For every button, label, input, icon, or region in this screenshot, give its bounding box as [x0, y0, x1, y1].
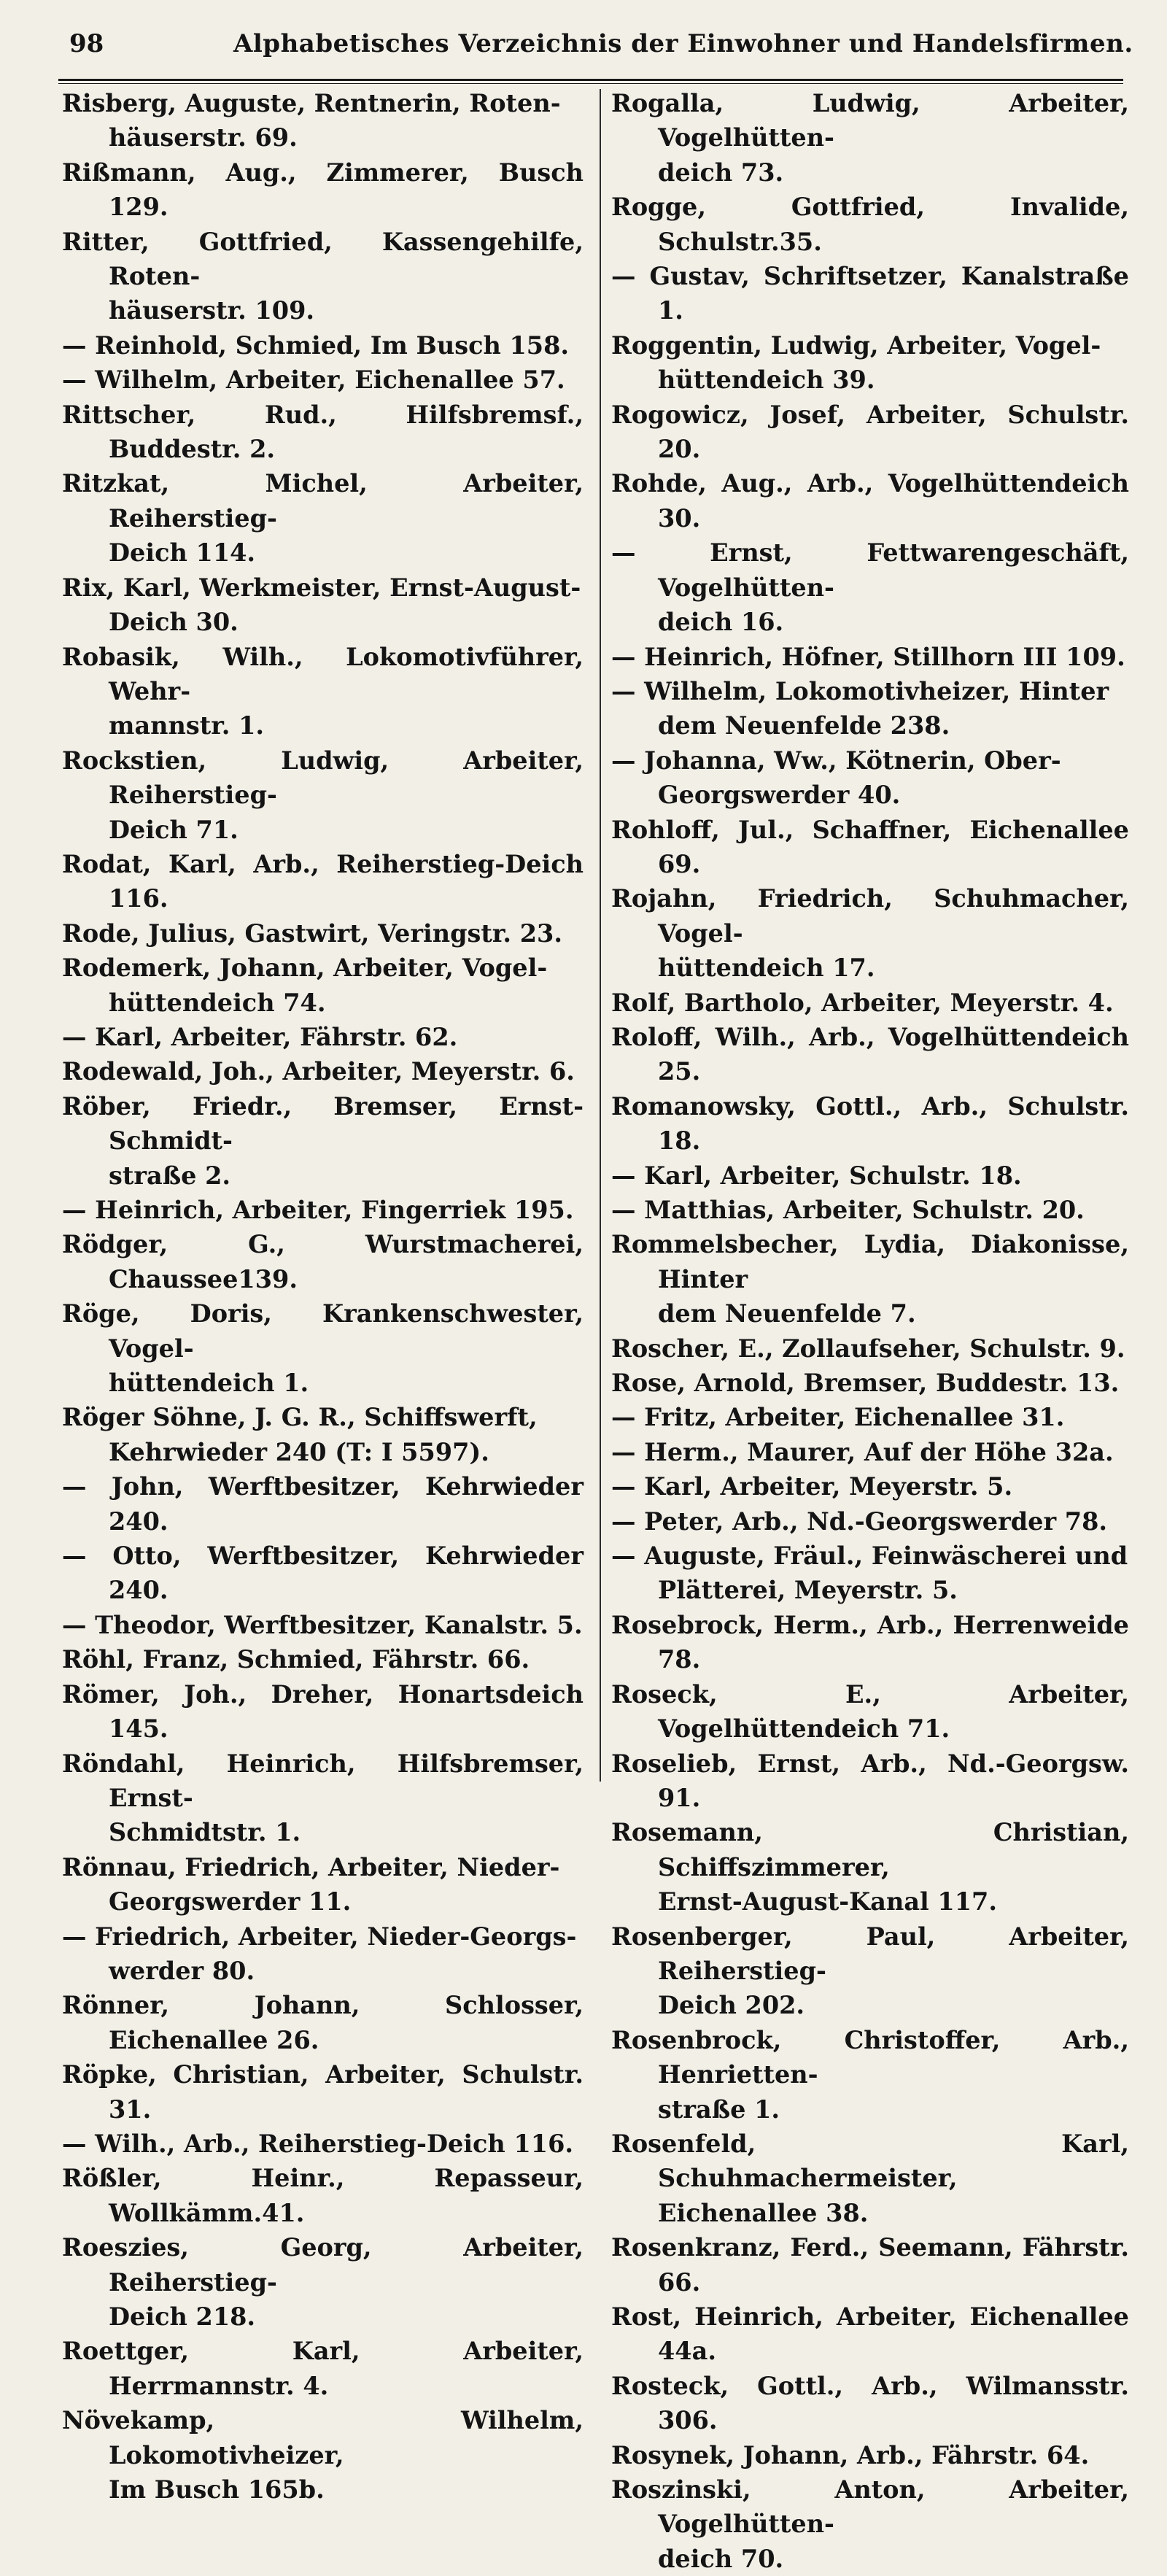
directory-entry: Röger Söhne, J. G. R., Schiffswerft, Kehrwieder 240 (T: I 5597).	[62, 1403, 538, 1466]
directory-entry: Roggentin, Ludwig, Arbeiter, Vogel- hüttendeich 39.	[611, 330, 1101, 395]
directory-entry: Romanowsky, Gottl., Arb., Schulstr. 18.	[611, 1091, 1129, 1156]
directory-entry: — Auguste, Fräul., Feinwäscherei und Plätterei, Meyerstr. 5.	[611, 1542, 1128, 1605]
directory-entry: Roseck, E., Arbeiter, Vogelhüttendeich 71.	[611, 1679, 1129, 1744]
directory-entry: — Karl, Arbeiter, Schulstr. 18.	[611, 1161, 1022, 1190]
directory-entry: Rosynek, Johann, Arb., Fährstr. 64.	[611, 2440, 1090, 2469]
directory-entry: — Reinhold, Schmied, Im Busch 158.	[62, 330, 570, 360]
directory-entry: Ritter, Gottfried, Kassengehilfe, Roten- häuserstr. 109.	[62, 227, 584, 325]
directory-entry: Röge, Doris, Krankenschwester, Vogel- hüttendeich 1.	[62, 1299, 584, 1398]
directory-entry: Roettger, Karl, Arbeiter, Herrmannstr. 4.	[62, 2337, 584, 2400]
directory-entry: Rohloff, Jul., Schaffner, Eichenallee 69.	[611, 815, 1129, 878]
directory-entry: — Ernst, Fettwarengeschäft, Vogelhütten- deich 16.	[611, 538, 1129, 637]
directory-entry: Rößler, Heinr., Repasseur, Wollkämm.41.	[62, 2164, 584, 2227]
directory-entry: — Wilh., Arb., Reiherstieg-Deich 116.	[62, 2129, 574, 2158]
directory-entry: Rode, Julius, Gastwirt, Veringstr. 23.	[62, 918, 563, 948]
directory-entry: — Heinrich, Arbeiter, Fingerriek 195.	[62, 1196, 574, 1224]
directory-entry: Ritzkat, Michel, Arbeiter, Reiherstieg- Deich 114.	[62, 469, 584, 568]
directory-entry: Növekamp, Wilhelm, Lokomotivheizer, Im Busch 165b.	[62, 2406, 584, 2505]
directory-entry: Roscher, E., Zollaufseher, Schulstr. 9.	[611, 1334, 1125, 1363]
directory-entry: — Heinrich, Höfner, Stillhorn III 109.	[611, 642, 1125, 671]
directory-entry: — Johanna, Ww., Kötnerin, Ober- Georgswerder 40.	[611, 746, 1061, 810]
directory-entry: Röhl, Franz, Schmied, Fährstr. 66.	[62, 1645, 530, 1674]
directory-entry: — Wilhelm, Lokomotivheizer, Hinter dem Neuenfelde 238.	[611, 676, 1109, 740]
directory-entry: — Theodor, Werftbesitzer, Kanalstr. 5.	[62, 1610, 583, 1639]
right-column	[611, 86, 1129, 2576]
directory-entry: Roeszies, Georg, Arbeiter, Reiherstieg- Deich 218.	[62, 2233, 584, 2331]
directory-entry: — Herm., Maurer, Auf der Höhe 32a.	[611, 1437, 1114, 1466]
directory-entry: Roszinski, Anton, Arbeiter, Vogelhütten- deich 70.	[611, 2475, 1129, 2573]
directory-entry: Rose, Arnold, Bremser, Buddestr. 13.	[611, 1369, 1120, 1398]
directory-entry: Rodemerk, Johann, Arbeiter, Vogel- hüttendeich 74.	[62, 954, 548, 1017]
directory-entry: — Peter, Arb., Nd.-Georgswerder 78.	[611, 1506, 1108, 1536]
directory-entry: Röndahl, Heinrich, Hilfsbremser, Ernst- Schmidtstr. 1.	[62, 1749, 584, 1847]
page-header	[69, 29, 1133, 66]
directory-entry: Robasik, Wilh., Lokomotivführer, Wehr- mannstr. 1.	[62, 642, 584, 740]
directory-entry: Römer, Joh., Dreher, Honartsdeich 145.	[62, 1679, 584, 1744]
directory-entry: Rogowicz, Josef, Arbeiter, Schulstr. 20.	[611, 400, 1129, 464]
directory-entry: Rödger, G., Wurstmacherei, Chaussee139.	[62, 1230, 584, 1293]
directory-entry: Rönnau, Friedrich, Arbeiter, Nieder- Georgswerder 11.	[62, 1852, 560, 1916]
directory-entry: — Karl, Arbeiter, Meyerstr. 5.	[611, 1472, 1013, 1501]
directory-entry: Röber, Friedr., Bremser, Ernst-Schmidt- straße 2.	[62, 1091, 584, 1190]
page-number: 98	[69, 29, 104, 58]
directory-entry: Roselieb, Ernst, Arb., Nd.-Georgsw. 91.	[611, 1749, 1129, 1812]
directory-entry: — Fritz, Arbeiter, Eichenallee 31.	[611, 1403, 1065, 1432]
left-column	[62, 86, 584, 2507]
directory-entry: Risberg, Auguste, Rentnerin, Roten- häuserstr. 69.	[62, 89, 561, 152]
directory-entry: Rosebrock, Herm., Arb., Herrenweide 78.	[611, 1610, 1129, 1674]
directory-entry: — John, Werftbesitzer, Kehrwieder 240.	[62, 1472, 584, 1536]
directory-entry: Roloff, Wilh., Arb., Vogelhüttendeich 25.	[611, 1022, 1129, 1086]
directory-entry: Rosteck, Gottl., Arb., Wilmansstr. 306.	[611, 2371, 1129, 2435]
directory-entry: — Gustav, Schriftsetzer, Kanalstraße 1.	[611, 262, 1129, 325]
directory-entry: Rost, Heinrich, Arbeiter, Eichenallee 44a.	[611, 2302, 1129, 2366]
directory-entry: Rommelsbecher, Lydia, Diakonisse, Hinter dem Neuenfelde 7.	[611, 1230, 1129, 1328]
directory-entry: Rönner, Johann, Schlosser, Eichenallee 26.	[62, 1991, 584, 2054]
directory-entry: Rodat, Karl, Arb., Reiherstieg-Deich 116.	[62, 849, 584, 913]
directory-entry: — Wilhelm, Arbeiter, Eichenallee 57.	[62, 365, 565, 395]
directory-entry: Rockstien, Ludwig, Arbeiter, Reiherstieg- Deich 71.	[62, 746, 584, 844]
directory-entry: Rißmann, Aug., Zimmerer, Busch 129.	[62, 158, 584, 222]
directory-entry: Rolf, Bartholo, Arbeiter, Meyerstr. 4.	[611, 988, 1114, 1017]
column-divider	[600, 89, 601, 1782]
directory-entry: Rosenfeld, Karl, Schuhmachermeister, Eichenallee 38.	[611, 2129, 1129, 2227]
directory-entry: Rosenkranz, Ferd., Seemann, Fährstr. 66.	[611, 2233, 1129, 2297]
directory-entry: Röpke, Christian, Arbeiter, Schulstr. 31.	[62, 2060, 584, 2124]
directory-entry: Rohde, Aug., Arb., Vogelhüttendeich 30.	[611, 469, 1129, 533]
directory-entry: — Matthias, Arbeiter, Schulstr. 20.	[611, 1196, 1085, 1224]
directory-entry: Rosenberger, Paul, Arbeiter, Reiherstieg- Deich 202.	[611, 1922, 1129, 2020]
directory-entry: Rosemann, Christian, Schiffszimmerer, Ernst-August-Kanal 117.	[611, 1818, 1129, 1916]
directory-entry: — Friedrich, Arbeiter, Nieder-Georgs- werder 80.	[62, 1922, 577, 1985]
directory-entry: Rogalla, Ludwig, Arbeiter, Vogelhütten- deich 73.	[611, 89, 1129, 187]
directory-entry: — Otto, Werftbesitzer, Kehrwieder 240.	[62, 1542, 584, 1605]
directory-entry: Rojahn, Friedrich, Schuhmacher, Vogel- hüttendeich 17.	[611, 884, 1129, 983]
directory-entry: Rittscher, Rud., Hilfsbremsf., Buddestr. 2.	[62, 400, 584, 464]
directory-entry: Rodewald, Joh., Arbeiter, Meyerstr. 6.	[62, 1057, 575, 1086]
header-rule	[58, 79, 1123, 84]
directory-entry: — Karl, Arbeiter, Fährstr. 62.	[62, 1022, 458, 1051]
directory-entry: Rogge, Gottfried, Invalide, Schulstr.35.	[611, 193, 1129, 256]
directory-entry: Rix, Karl, Werkmeister, Ernst-August- Deich 30.	[62, 573, 581, 637]
running-title: Alphabetisches Verzeichnis der Einwohner und Handelsfirmen.	[233, 29, 1133, 58]
directory-entry: Rosenbrock, Christoffer, Arb., Henrietten- straße 1.	[611, 2025, 1129, 2124]
